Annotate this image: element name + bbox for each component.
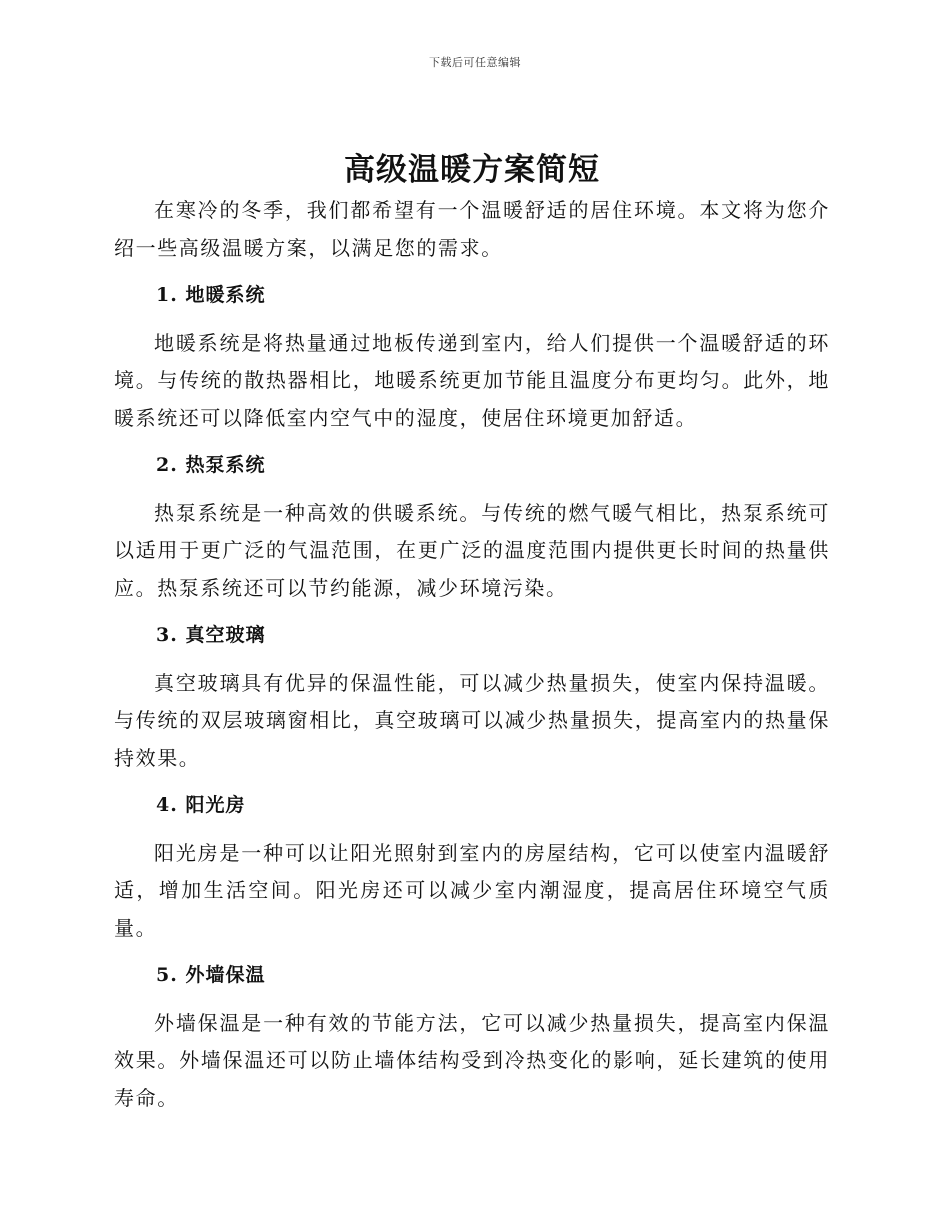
section-heading-heat-pump: 2. 热泵系统	[156, 454, 266, 476]
intro-paragraph: 在寒冷的冬季，我们都希望有一个温暖舒适的居住环境。本文将为您介绍一些高级温暖方案，以满足您的需求。	[114, 198, 830, 260]
section-body-floor-heating: 地暖系统是将热量通过地板传递到室内，给人们提供一个温暖舒适的环境。与传统的散热器相比，地暖系统更加节能且温度分布更均匀。此外，地暖系统还可以降低室内空气中的湿度，使居住环境更加舒适。	[114, 330, 830, 430]
section-heading-floor-heating: 1. 地暖系统	[156, 284, 266, 306]
section-body-heat-pump: 热泵系统是一种高效的供暖系统。与传统的燃气暖气相比，热泵系统可以适用于更广泛的气温范围，在更广泛的温度范围内提供更长时间的热量供应。热泵系统还可以节约能源，减少环境污染。	[114, 500, 830, 600]
header-note: 下载后可任意编辑	[429, 56, 521, 69]
page-title: 高级温暖方案简短	[344, 152, 600, 188]
section-body-vacuum-glass: 真空玻璃具有优异的保温性能，可以减少热量损失，使室内保持温暖。与传统的双层玻璃窗相比，真空玻璃可以减少热量损失，提高室内的热量保持效果。	[114, 670, 830, 770]
section-body-exterior-wall-insulation: 外墙保温是一种有效的节能方法，它可以减少热量损失，提高室内保温效果。外墙保温还可以防止墙体结构受到冷热变化的影响，延长建筑的使用寿命。	[114, 1010, 830, 1110]
section-heading-sunroom: 4. 阳光房	[156, 794, 246, 816]
section-heading-exterior-wall-insulation: 5. 外墙保温	[156, 964, 266, 986]
section-heading-vacuum-glass: 3. 真空玻璃	[156, 624, 266, 646]
document-body	[114, 148, 830, 1117]
section-body-sunroom: 阳光房是一种可以让阳光照射到室内的房屋结构，它可以使室内温暖舒适，增加生活空间。阳光房还可以减少室内潮湿度，提高居住环境空气质量。	[114, 840, 830, 940]
